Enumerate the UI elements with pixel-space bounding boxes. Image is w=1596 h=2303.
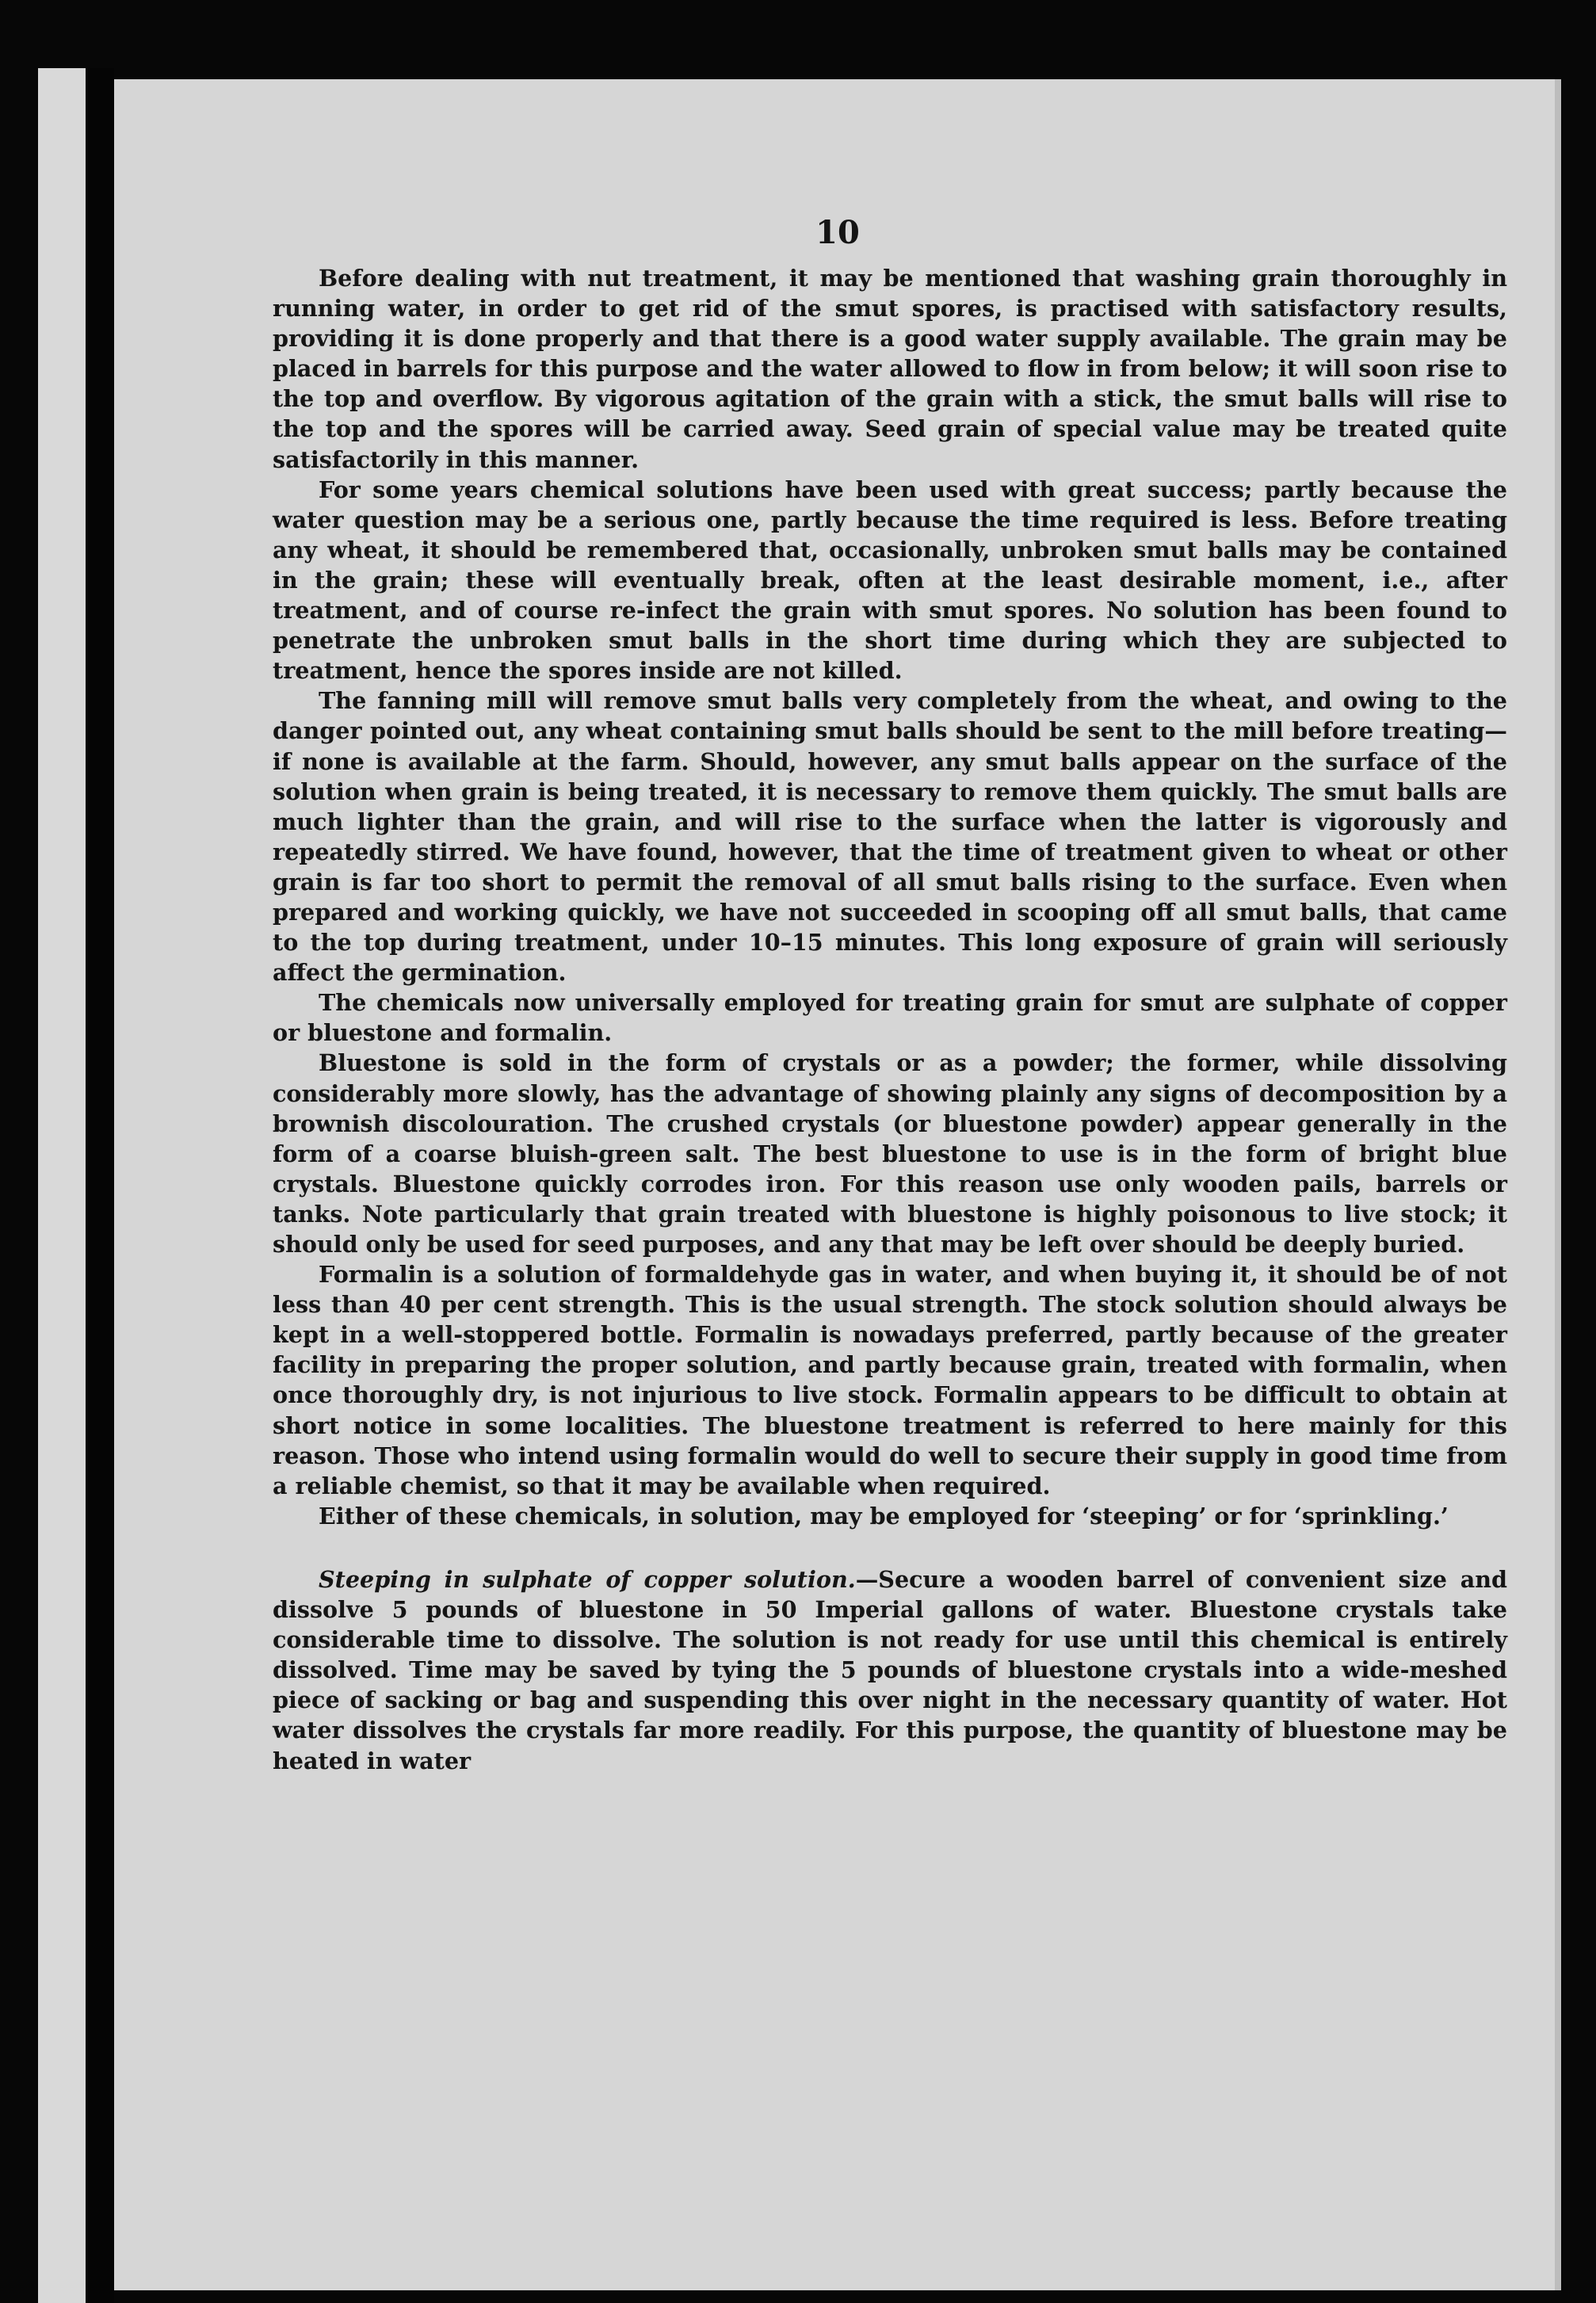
paragraph-formalin: Formalin is a solution of formaldehyde gas in water, and when buying it, it should be of not less than 40 per cent strength. This is the usual strength. The stock solution should always be kept in a well-stoppered bottle. Formalin is nowadays preferred, partly because of the greater facility in preparing the proper solution, and partly because grain, treated with formalin, when once thoroughly dry, is not injurious to live stock. Formalin appears to be difficult to obtain at short notice in some localities. The bluestone treatment is referred to here mainly for this reason. Those who intend using formalin would do well to secure their supply in good time from a reliable chemist, so that it may be available when required.: [273, 1261, 1507, 1499]
page-right-edge: [1555, 79, 1561, 2290]
paragraph-washing-grain: Before dealing with nut treatment, it may be mentioned that washing grain thoroughly in running water, in order to get rid of the smut spores, is practised with satisfactory results, providing it is done properly and that there is a good water supply available. The grain may be placed in barrels for this purpose and the water allowed to flow in from below; it will soon rise to the top and overflow. By vigorous agitation of the grain with a stick, the smut balls will rise to the top and the spores will be carried away. Seed grain of special value may be treated quite satisfactorily in this manner.: [273, 265, 1507, 473]
paragraph-fanning-mill: The fanning mill will remove smut balls very completely from the wheat, and owing to the danger pointed out, any wheat containing smut balls should be sent to the mill before treating—if none is available at the farm. Should, however, any smut balls appear on the surface of the solution when grain is being treated, it is necessary to remove them quickly. The smut balls are much lighter than the grain, and will rise to the surface when the latter is vigorously and repeatedly stirred. We have found, however, that the time of treatment given to wheat or other grain is far too short to permit the removal of all smut balls rising to the surface. Even when prepared and working quickly, we have not succeeded in scooping off all smut balls, that came to the top during treatment, under 10–15 minutes. This long exposure of grain will seriously affect the germination.: [273, 687, 1507, 987]
document-page: [114, 79, 1561, 2290]
page-number: 10: [815, 214, 860, 251]
body-text: [273, 263, 1507, 1776]
facing-page-edge: [38, 68, 86, 2303]
paragraph-chemicals-used: The chemicals now universally employed for treating grain for smut are sulphate of copper or bluestone and formalin.: [273, 989, 1507, 1047]
book-gutter: [86, 68, 114, 2303]
steeping-text: —Secure a wooden barrel of convenient size and dissolve 5 pounds of bluestone in 50 Imperial gallons of water. Bluestone crystals take considerable time to dissolve. The solution is not ready for use until this chemical is entirely dissolved. Time may be saved by tying the 5 pounds of bluestone crystals into a wide-meshed piece of sacking or bag and suspending this over night in the necessary quantity of water. Hot water dissolves the crystals far more readily. For this purpose, the quantity of bluestone may be heated in water: [273, 1565, 1508, 1774]
paragraph-steeping-sulphate: [273, 1564, 1507, 1776]
paragraph-bluestone: Bluestone is sold in the form of crystals or as a powder; the former, while dissolving considerably more slowly, has the advantage of showing plainly any signs of decomposition by a brownish discolouration. The crushed crystals (or bluestone powder) appear generally in the form of a coarse bluish-green salt. The best bluestone to use is in the form of bright blue crystals. Bluestone quickly corrodes iron. For this reason use only wooden pails, barrels or tanks. Note particularly that grain treated with bluestone is highly poisonous to live stock; it should only be used for seed purposes, and any that may be left over should be deeply buried.: [273, 1049, 1507, 1258]
paragraph-chemical-solutions: For some years chemical solutions have been used with great success; partly because the water question may be a serious one, partly because the time required is less. Before treating any wheat, it should be remembered that, occasionally, unbroken smut balls may be contained in the grain; these will eventually break, often at the least desirable moment, i.e., after treatment, and of course re-infect the grain with smut spores. No solution has been found to penetrate the unbroken smut balls in the short time during which they are subjected to treatment, hence the spores inside are not killed.: [273, 475, 1507, 685]
paragraph-steeping-or-sprinkling: Either of these chemicals, in solution, may be employed for ‘steeping’ or for ‘sprinkling.’: [319, 1502, 1449, 1530]
section-heading-steeping: Steeping in sulphate of copper solution.: [319, 1565, 856, 1593]
